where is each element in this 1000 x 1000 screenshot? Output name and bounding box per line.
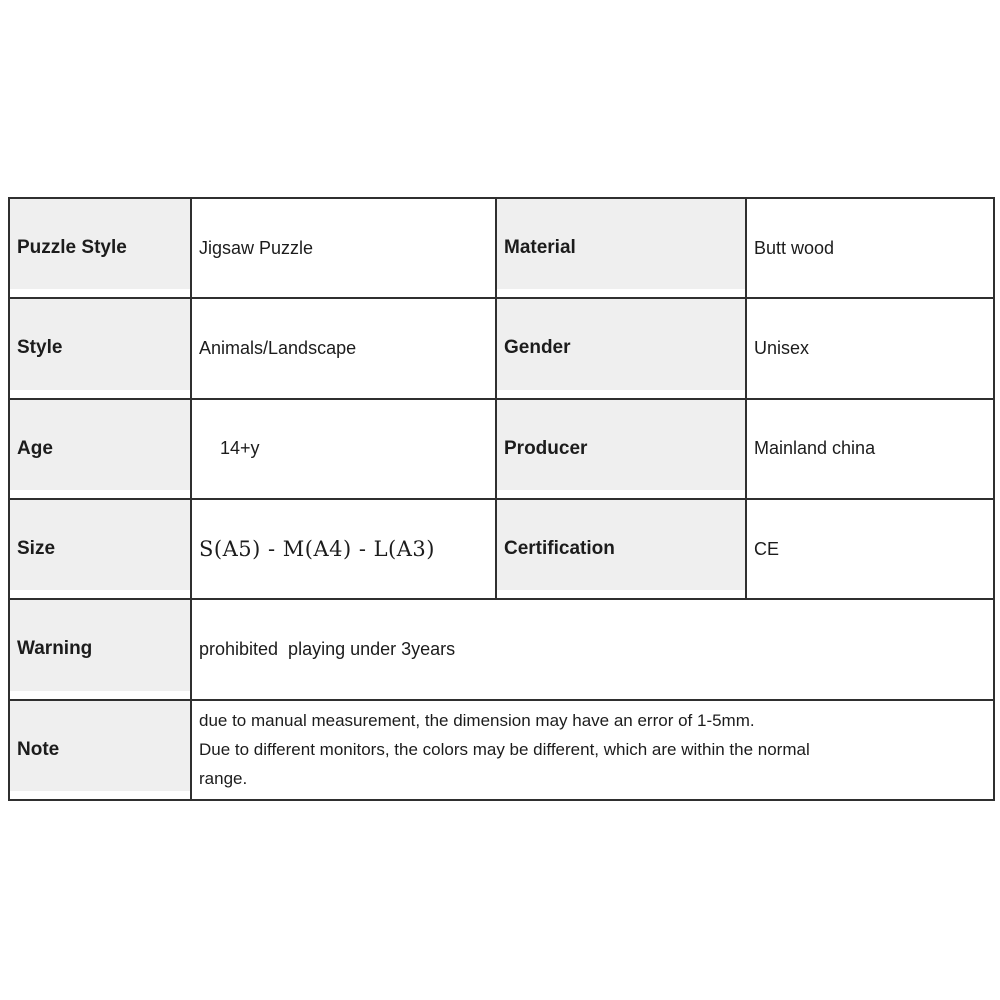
table-row bbox=[9, 198, 994, 298]
spec-label-age: Age bbox=[9, 399, 191, 499]
table-row-note bbox=[9, 700, 994, 800]
spec-label-certification: Certification bbox=[496, 499, 746, 599]
spec-label-style: Style bbox=[9, 298, 191, 398]
spec-value-style: Animals/Landscape bbox=[191, 298, 496, 398]
product-spec-table bbox=[8, 197, 995, 801]
spec-value-gender: Unisex bbox=[746, 298, 994, 398]
spec-label-material: Material bbox=[496, 198, 746, 298]
note-line: Due to different monitors, the colors may be different, which are within the normal bbox=[199, 740, 810, 760]
spec-value-producer: Mainland china bbox=[746, 399, 994, 499]
spec-label-producer: Producer bbox=[496, 399, 746, 499]
note-line: range. bbox=[199, 769, 248, 789]
spec-label-warning: Warning bbox=[9, 599, 191, 699]
table-row-warning bbox=[9, 599, 994, 699]
table-row bbox=[9, 298, 994, 398]
table-row bbox=[9, 399, 994, 499]
spec-label-puzzle-style: Puzzle Style bbox=[9, 198, 191, 298]
spec-value-certification: CE bbox=[746, 499, 994, 599]
spec-value-material: Butt wood bbox=[746, 198, 994, 298]
spec-label-gender: Gender bbox=[496, 298, 746, 398]
spec-label-note: Note bbox=[9, 700, 191, 800]
spec-value-note bbox=[191, 700, 994, 800]
spec-value-size: S(A5) - M(A4) - L(A3) bbox=[191, 499, 496, 599]
spec-value-puzzle-style: Jigsaw Puzzle bbox=[191, 198, 496, 298]
spec-value-warning: prohibited playing under 3years bbox=[191, 599, 994, 699]
note-line: due to manual measurement, the dimension may have an error of 1-5mm. bbox=[199, 711, 755, 731]
spec-label-size: Size bbox=[9, 499, 191, 599]
spec-value-age: 14+y bbox=[191, 399, 496, 499]
table-row bbox=[9, 499, 994, 599]
